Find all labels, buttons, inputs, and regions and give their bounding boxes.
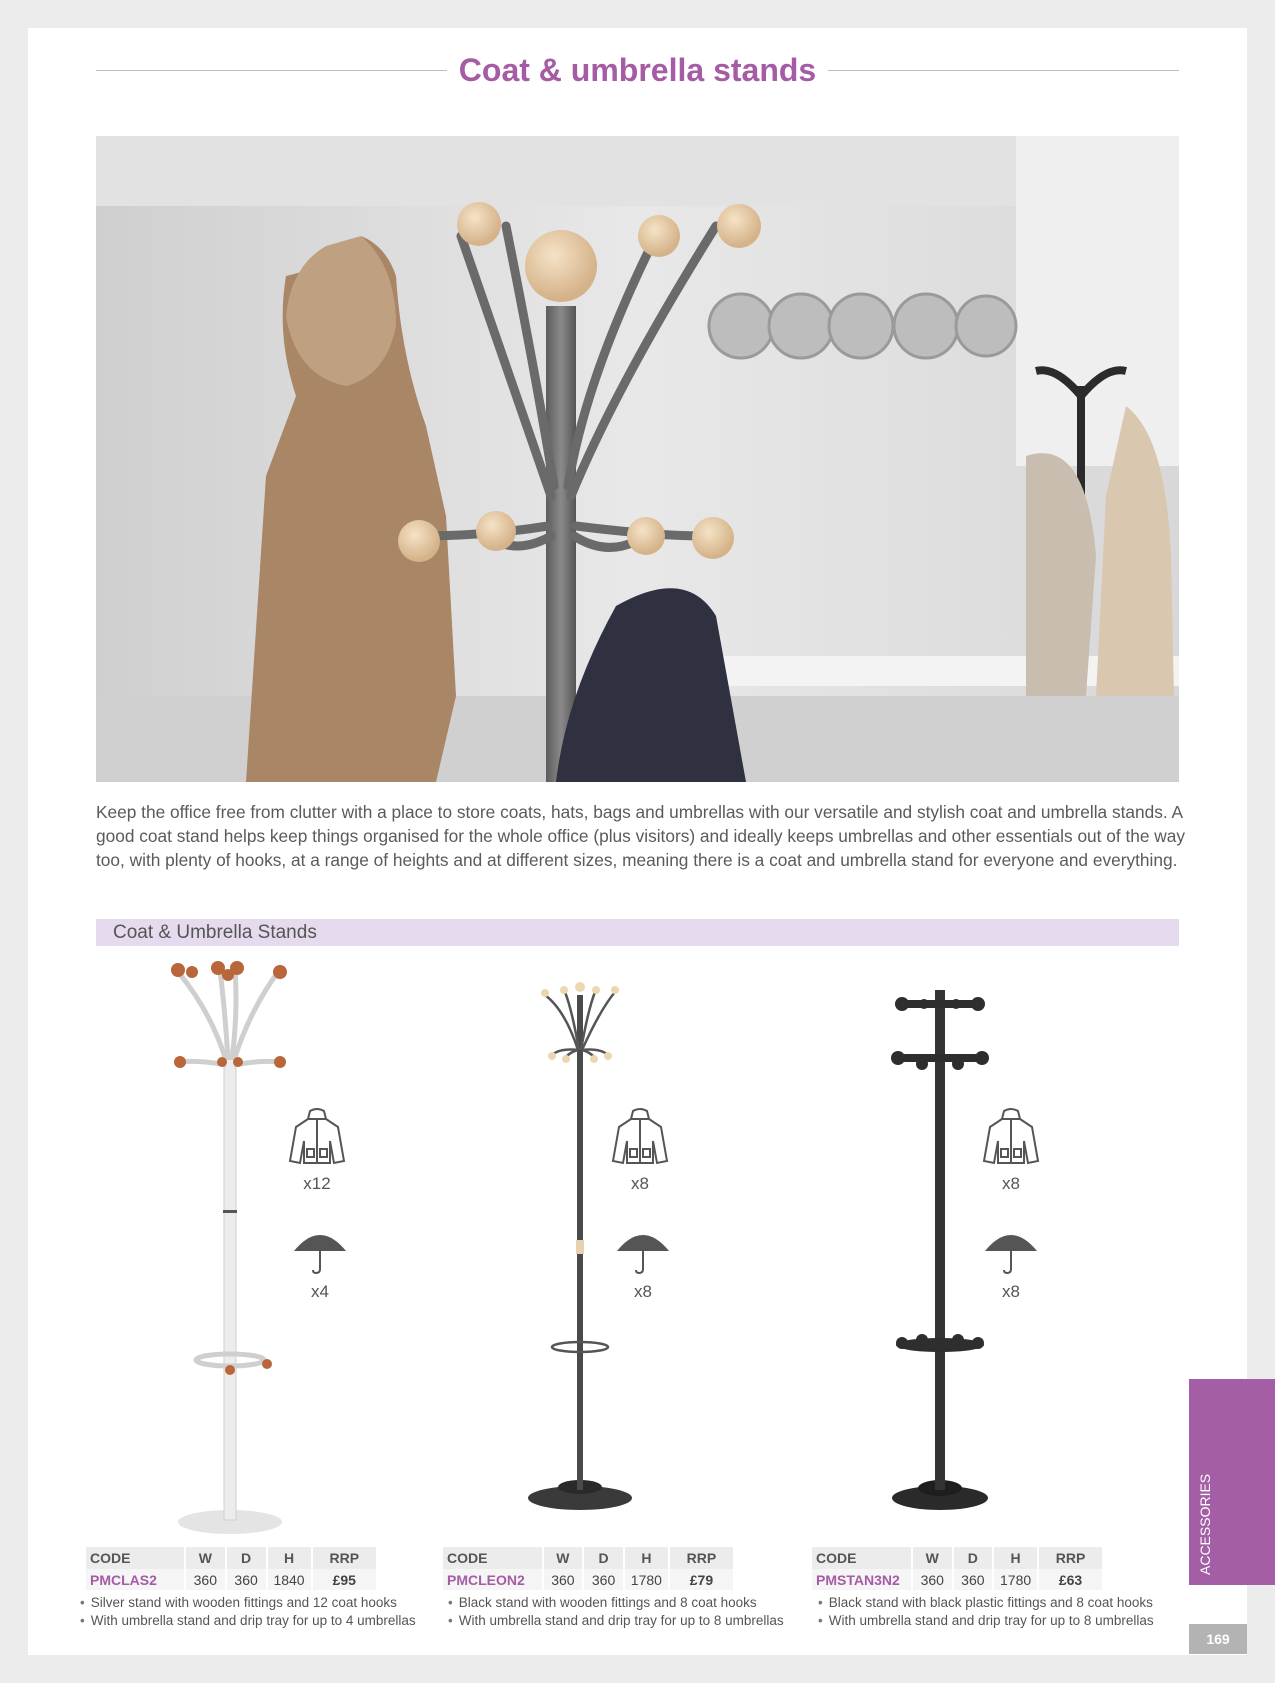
coat-count: x8 [631, 1174, 649, 1193]
col-rrp: RRP [669, 1547, 734, 1569]
umbrella-count: x8 [1002, 1282, 1020, 1301]
hero-photo [96, 136, 1179, 782]
list-item: • Silver stand with wooden fittings and 12 coat hooks [80, 1594, 416, 1612]
depth-value: 360 [226, 1569, 267, 1590]
col-code: CODE [443, 1547, 543, 1569]
feature-list [818, 1594, 1154, 1630]
umbrella-capacity [280, 1225, 360, 1302]
width-value: 360 [185, 1569, 226, 1590]
col-code: CODE [86, 1547, 185, 1569]
umbrella-count: x4 [311, 1282, 329, 1301]
product-code: PMCLEON2 [443, 1569, 543, 1590]
jacket-icon [286, 1105, 348, 1167]
product-code: PMCLAS2 [86, 1569, 185, 1590]
coat-count: x8 [1002, 1174, 1020, 1193]
feature-list [80, 1594, 416, 1630]
coat-capacity [277, 1105, 357, 1194]
coat-count: x12 [303, 1174, 331, 1193]
col-h: H [993, 1547, 1038, 1569]
section-side-tab[interactable]: ACCESSORIES [1189, 1379, 1275, 1585]
product-card [840, 950, 1180, 1630]
coat-capacity [600, 1105, 680, 1194]
product-card [480, 950, 800, 1630]
umbrella-count: x8 [634, 1282, 652, 1301]
col-d: D [226, 1547, 267, 1569]
col-code: CODE [812, 1547, 912, 1569]
spec-table [812, 1547, 1104, 1590]
page-number: 169 [1189, 1624, 1247, 1654]
width-value: 360 [543, 1569, 584, 1590]
umbrella-icon [983, 1225, 1039, 1275]
col-rrp: RRP [1038, 1547, 1103, 1569]
product-code: PMSTAN3N2 [812, 1569, 912, 1590]
product-card [130, 950, 470, 1630]
table-row [86, 1569, 377, 1590]
list-item: • With umbrella stand and drip tray for up to 4 umbrellas [80, 1612, 416, 1630]
width-value: 360 [912, 1569, 953, 1590]
title-rule-right [828, 70, 1179, 71]
price-value: £95 [312, 1569, 377, 1590]
height-value: 1780 [993, 1569, 1038, 1590]
list-item: • Black stand with black plastic fittings and 8 coat hooks [818, 1594, 1154, 1612]
col-d: D [953, 1547, 994, 1569]
col-rrp: RRP [312, 1547, 377, 1569]
umbrella-icon [615, 1225, 671, 1275]
coat-capacity [971, 1105, 1051, 1194]
table-row [443, 1569, 734, 1590]
section-title: Coat & Umbrella Stands [113, 922, 317, 943]
col-h: H [267, 1547, 312, 1569]
col-d: D [583, 1547, 624, 1569]
hero-photo-illustration [96, 136, 1179, 782]
list-item: • With umbrella stand and drip tray for up to 8 umbrellas [818, 1612, 1154, 1630]
umbrella-icon [292, 1225, 348, 1275]
section-header [96, 919, 1179, 946]
umbrella-capacity [603, 1225, 683, 1302]
table-row [812, 1569, 1103, 1590]
title-rule-left [96, 70, 447, 71]
page-title-row [96, 50, 1179, 90]
spec-table [443, 1547, 735, 1590]
price-value: £79 [669, 1569, 734, 1590]
intro-paragraph: Keep the office free from clutter with a place to store coats, hats, bags and umbrellas with our versatile and stylish coat and umbrella stands. A good coat stand helps keep things organised for the whole office (plus visitors) and ideally keeps umbrellas and other essentials out of the way too, with plenty of hooks, at a range of heights and at different sizes, meaning there is a coat and umbrella stand for everyone and everything. [96, 802, 1186, 870]
height-value: 1840 [267, 1569, 312, 1590]
col-h: H [624, 1547, 669, 1569]
col-w: W [185, 1547, 226, 1569]
depth-value: 360 [583, 1569, 624, 1590]
jacket-icon [980, 1105, 1042, 1167]
page-title: Coat & umbrella stands [458, 51, 817, 88]
col-w: W [543, 1547, 584, 1569]
jacket-icon [609, 1105, 671, 1167]
spec-table [86, 1547, 378, 1590]
feature-list [448, 1594, 784, 1630]
list-item: • Black stand with wooden fittings and 8 coat hooks [448, 1594, 784, 1612]
height-value: 1780 [624, 1569, 669, 1590]
price-value: £63 [1038, 1569, 1103, 1590]
col-w: W [912, 1547, 953, 1569]
depth-value: 360 [953, 1569, 994, 1590]
list-item: • With umbrella stand and drip tray for up to 8 umbrellas [448, 1612, 784, 1630]
umbrella-capacity [971, 1225, 1051, 1302]
